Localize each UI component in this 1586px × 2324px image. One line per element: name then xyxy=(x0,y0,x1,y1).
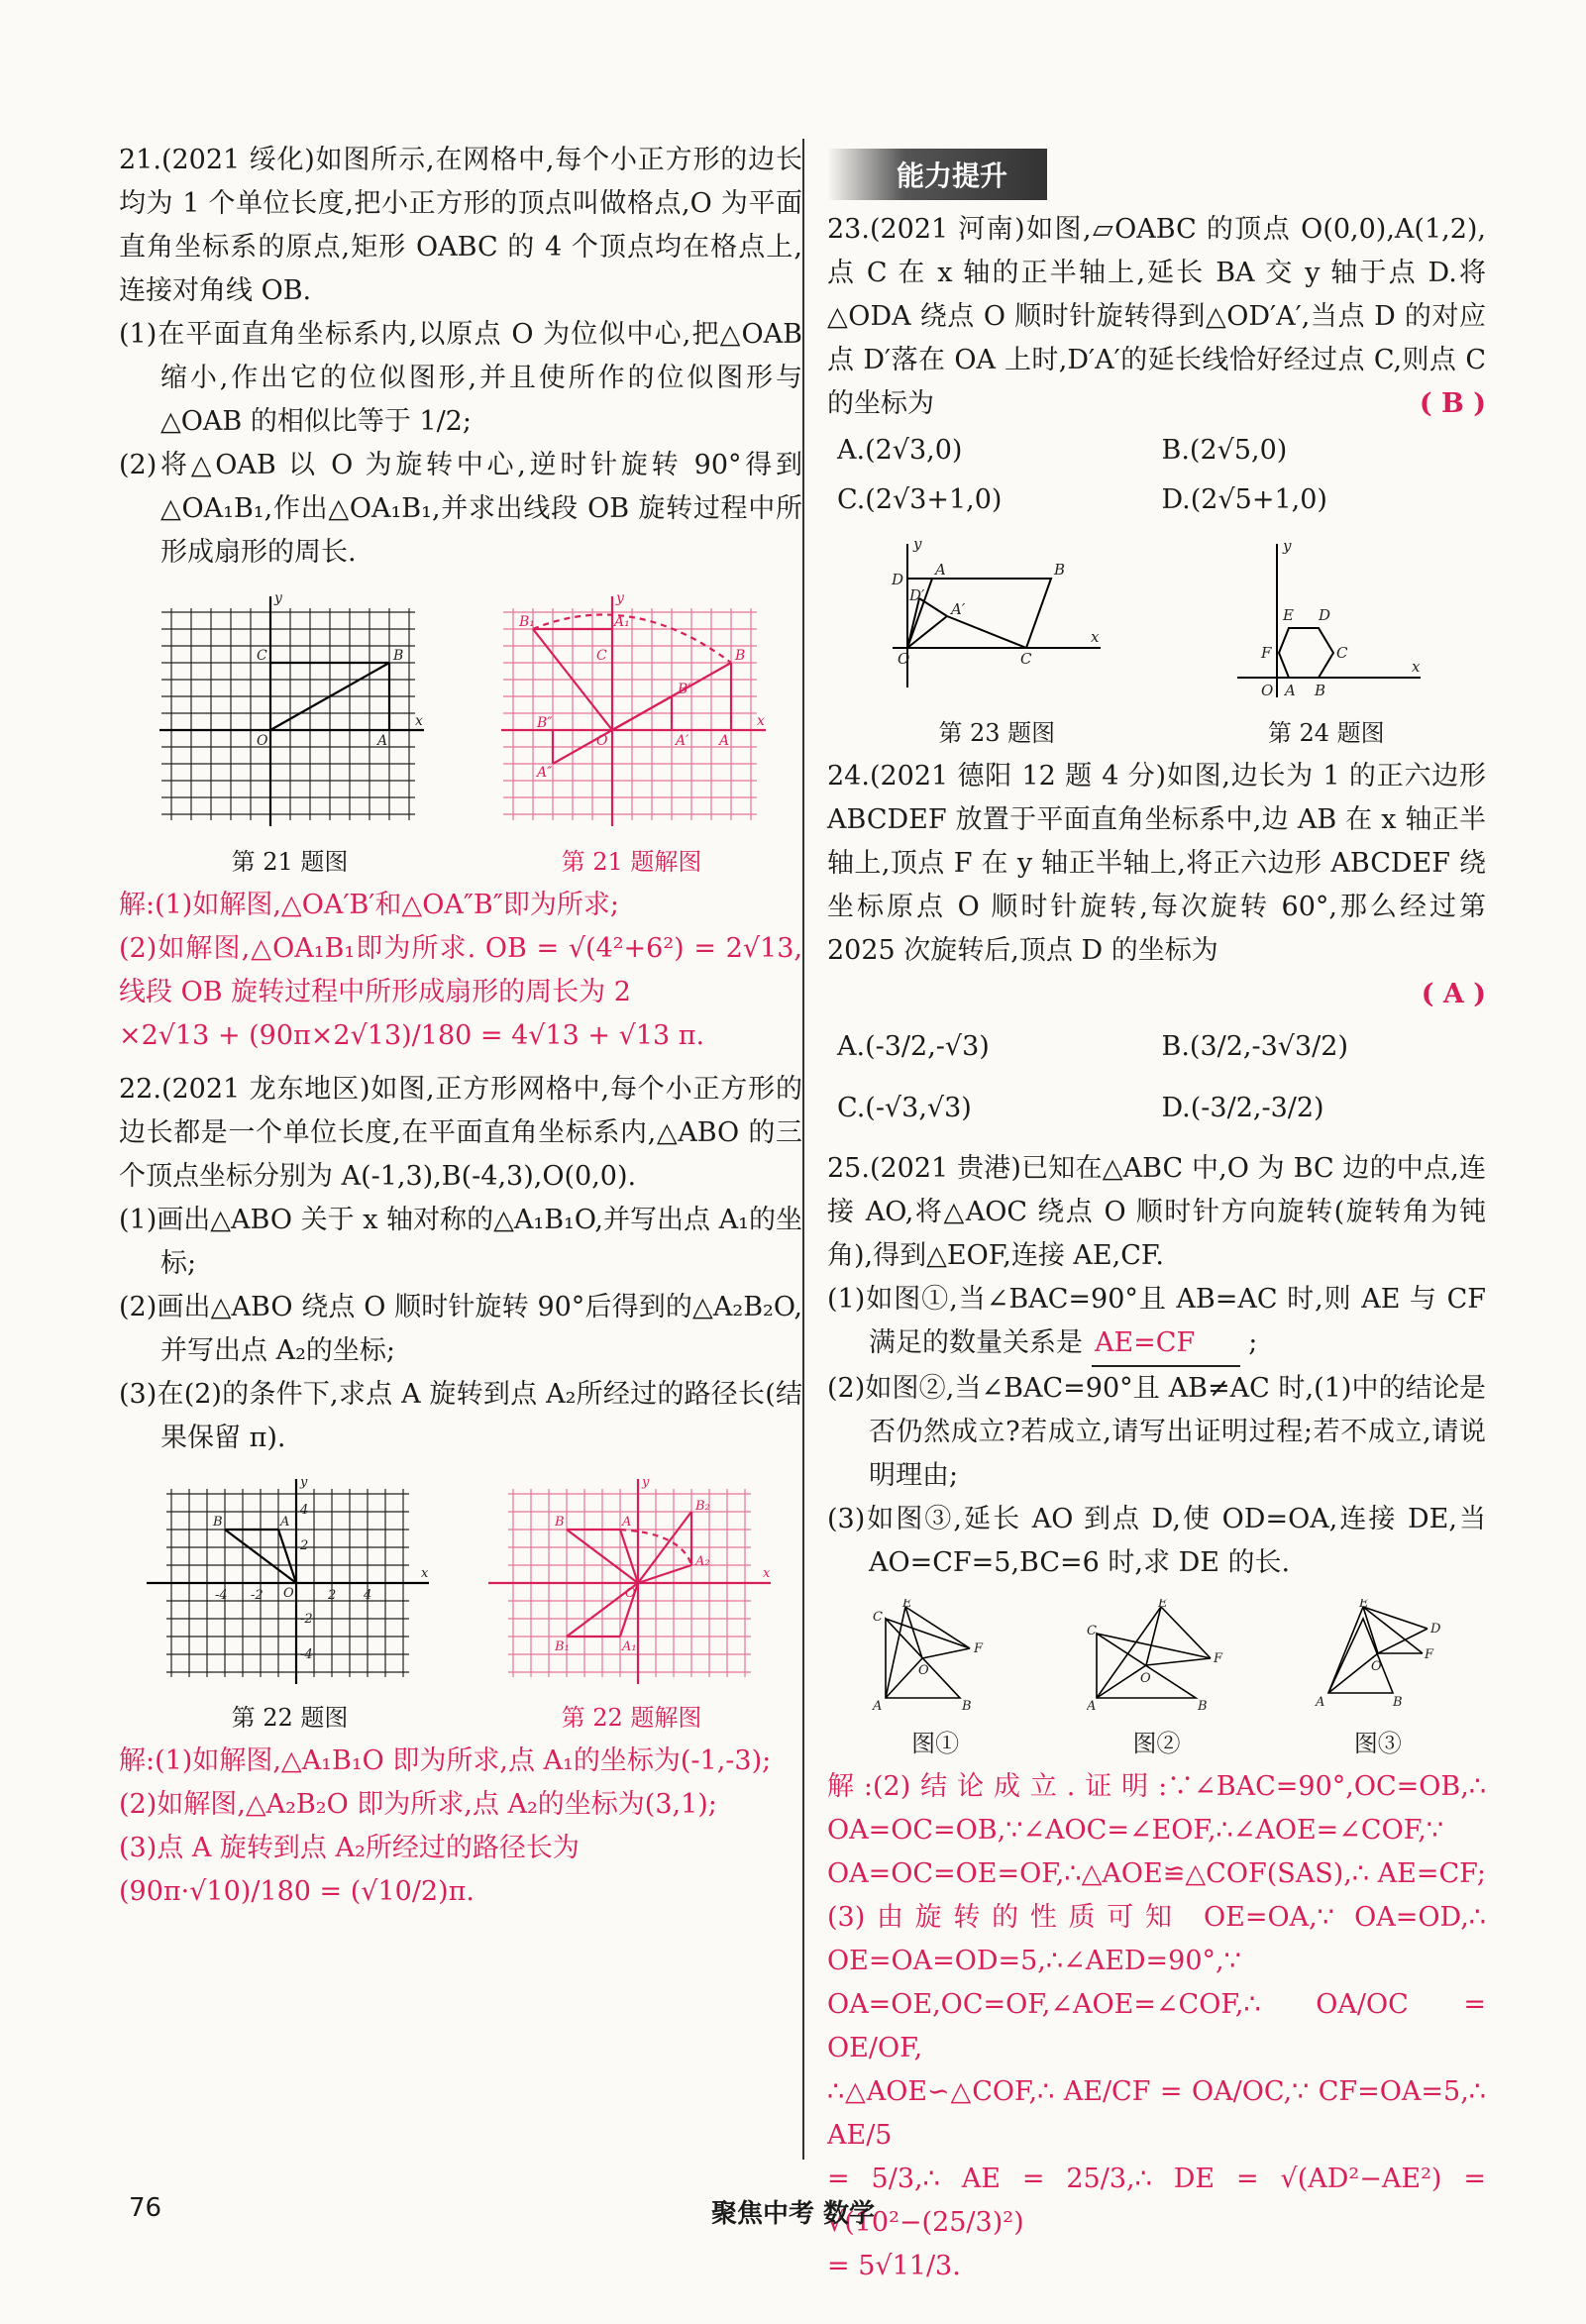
q22-solution-1: 解:(1)如解图,△A₁B₁O 即为所求,点 A₁的坐标为(-1,-3); xyxy=(119,1745,772,1776)
q23-stem-text: 23.(2021 河南)如图,▱OABC 的顶点 O(0,0),A(1,2),点 C 在 x 轴的正半轴上,延长 BA 交 y 轴于点 D.将△ODA 绕点 O 顺时针旋转得到△OD′A′,当点 D 的对应点 D′落在 OA 上时,D′A′的延长线恰好经过点 C,则点 C 的坐标为 xyxy=(827,214,1486,419)
svg-text:E: E xyxy=(1358,1599,1369,1611)
q21-solution-3: ×2√13 + (90π×2√13)/180 = 4√13 + √13 π. xyxy=(119,1020,705,1051)
q22-stem: 22.(2021 龙东地区)如图,正方形网格中,每个小正方形的边长都是一个单位长度,在平面直角坐标系内,△ABO 的三个顶点坐标分别为 A(-1,3),B(-4,3),O(0,0). xyxy=(119,1074,802,1192)
svg-text:-4: -4 xyxy=(214,1588,228,1603)
svg-text:A″: A″ xyxy=(536,765,552,781)
svg-text:B: B xyxy=(1198,1699,1209,1714)
svg-text:O: O xyxy=(918,1663,929,1678)
q24-options xyxy=(827,1016,1486,1139)
right-column xyxy=(827,149,1486,2288)
q24-figure xyxy=(1227,539,1426,749)
q24-hexagon-figure xyxy=(1227,539,1426,707)
svg-text:B″: B″ xyxy=(536,715,553,731)
q22-part3: (3)在(2)的条件下,求点 A 旋转到点 A₂所经过的路径长(结果保留 π). xyxy=(119,1379,802,1453)
q25-part1-text: (1)如图①,当∠BAC=90°且 AB=AC 时,则 AE 与 CF 满足的数量关系是 xyxy=(827,1284,1486,1358)
svg-text:B: B xyxy=(1054,561,1066,579)
q22-figure xyxy=(142,1474,439,1734)
svg-text:O: O xyxy=(595,733,607,749)
svg-text:A: A xyxy=(376,733,387,749)
svg-text:D: D xyxy=(892,571,904,588)
q22-figures xyxy=(119,1474,802,1734)
svg-text:O: O xyxy=(898,650,910,668)
svg-text:D: D xyxy=(1429,1622,1441,1637)
q22-grid-black xyxy=(142,1474,439,1692)
svg-text:y: y xyxy=(615,590,624,606)
svg-text:E: E xyxy=(1158,1599,1168,1611)
svg-text:B: B xyxy=(962,1699,972,1714)
svg-text:-2: -2 xyxy=(250,1588,264,1603)
svg-text:A: A xyxy=(873,1699,883,1714)
q25-solution-4: = 5√11/3. xyxy=(827,2251,961,2281)
q23-answer: ( B ) xyxy=(1419,388,1486,419)
svg-text:B: B xyxy=(1314,682,1325,699)
svg-text:O: O xyxy=(624,1586,636,1601)
q25-figure-2 xyxy=(1087,1599,1225,1759)
q21-solution-figure xyxy=(493,588,771,878)
q22-solution-caption: 第 22 题解图 xyxy=(561,1704,702,1732)
q25-figure-2-drawing xyxy=(1087,1599,1225,1718)
q22-solution-figure xyxy=(483,1474,781,1734)
svg-text:y: y xyxy=(1282,539,1292,555)
q24-option-a: A.(-3/2,-√3) xyxy=(837,1031,990,1062)
q21-solution-caption: 第 21 题解图 xyxy=(561,848,702,876)
svg-text:A: A xyxy=(1087,1699,1097,1714)
q25-solution-2: ∴△AOE∽△COF,∴ AE/CF = OA/OC,∵ CF=OA=5,∴ AE/5 xyxy=(827,2076,1486,2151)
svg-text:x: x xyxy=(420,1566,428,1581)
q24-option-d: D.(-3/2,-3/2) xyxy=(1161,1093,1324,1123)
q21-figures xyxy=(119,588,802,878)
svg-text:D: D xyxy=(1318,606,1330,624)
svg-text:B: B xyxy=(1392,1695,1403,1710)
svg-text:F: F xyxy=(1424,1647,1433,1662)
q21-figure xyxy=(152,588,429,878)
q25-figure-1 xyxy=(871,1599,1000,1759)
svg-text:F: F xyxy=(1260,644,1272,662)
q22-part2: (2)画出△ABO 绕点 O 顺时针旋转 90°后得到的△A₂B₂O,并写出点 A₂的坐标; xyxy=(119,1292,802,1366)
q22-grid-pink xyxy=(483,1474,781,1692)
svg-text:O: O xyxy=(256,733,267,749)
q25-figures xyxy=(827,1599,1486,1759)
svg-text:F: F xyxy=(974,1641,984,1656)
section-banner xyxy=(827,149,1047,200)
q23-q24-figures xyxy=(827,539,1486,749)
svg-text:4: 4 xyxy=(363,1588,371,1603)
svg-text:B: B xyxy=(734,648,745,664)
svg-text:-2: -2 xyxy=(299,1612,313,1627)
q23-option-a: A.(2√3,0) xyxy=(837,435,963,466)
svg-text:y: y xyxy=(299,1475,307,1490)
q23-option-b: B.(2√5,0) xyxy=(1161,435,1288,466)
svg-text:O: O xyxy=(1260,682,1274,699)
svg-text:B: B xyxy=(212,1515,223,1530)
q25-solution-1: 解:(2)结论成立.证明:∵∠BAC=90°,OC=OB,∴ OA=OC=OB,∵∠AOC=∠EOF,∴∠AOE=∠COF,∵ OA=OC=OE=OF,∴△AOE≌△COF(SAS),∴ AE=CF;(3)由旋转的性质可知 OE=OA,∵ OA=OD,∴ OE=OA=OD=5,∴∠AED=90°,∵ OA=OE,OC=OF,∠AOE=∠COF,∴ OA/OC = OE/OF, xyxy=(827,1771,1486,2063)
svg-text:C: C xyxy=(595,648,607,664)
q24-answer: ( A ) xyxy=(1421,979,1486,1009)
q22-part1: (1)画出△ABO 关于 x 轴对称的△A₁B₁O,并写出点 A₁的坐标; xyxy=(119,1205,802,1279)
q24-stem: 24.(2021 德阳 12 题 4 分)如图,边长为 1 的正六边形 ABCDEF 放置于平面直角坐标系中,边 AB 在 x 轴正半轴上,顶点 F 在 y 轴正半轴上,将正六边形 ABCDEF 绕坐标原点 O 顺时针旋转,每次旋转 60°,那么经过第 2025 次旋转后,顶点 D 的坐标为 xyxy=(827,761,1486,966)
svg-text:B₁: B₁ xyxy=(554,1639,570,1654)
q25-figure-3-drawing xyxy=(1314,1599,1442,1718)
q25-figure-3-caption: 图③ xyxy=(1353,1730,1402,1757)
q21-stem: 21.(2021 绥化)如图所示,在网格中,每个小正方形的边长均为 1 个单位长度,把小正方形的顶点叫做格点,O 为平面直角坐标系的原点,矩形 OABC 的 4 个顶点均在格点上,连接对角线 OB. xyxy=(119,145,802,306)
svg-text:2: 2 xyxy=(327,1588,336,1603)
q21-part2: (2)将△OAB 以 O 为旋转中心,逆时针旋转 90°得到△OA₁B₁,作出△OA₁B₁,并求出线段 OB 旋转过程中所形成扇形的周长. xyxy=(119,450,802,568)
svg-text:C: C xyxy=(1087,1624,1098,1638)
svg-text:B: B xyxy=(554,1515,565,1530)
q25-part3: (3)如图③,延长 AO 到点 D,使 OD=OA,连接 DE,当 AO=CF=5,BC=6 时,求 DE 的长. xyxy=(827,1504,1487,1578)
svg-text:-4: -4 xyxy=(299,1647,313,1662)
q23-figure-caption: 第 23 题图 xyxy=(938,719,1056,747)
svg-text:B₁: B₁ xyxy=(518,614,535,630)
q23-parallelogram-figure xyxy=(888,539,1106,707)
svg-text:E: E xyxy=(902,1599,912,1611)
svg-text:A′: A′ xyxy=(675,733,688,749)
q25-part1-end: ; xyxy=(1248,1327,1258,1358)
q22-figure-caption: 第 22 题图 xyxy=(231,1704,349,1732)
column-divider xyxy=(802,139,804,2160)
svg-text:D′: D′ xyxy=(909,586,925,604)
q24-option-c: C.(-√3,√3) xyxy=(837,1093,972,1123)
svg-text:A₁: A₁ xyxy=(621,1639,637,1654)
svg-text:A: A xyxy=(279,1515,289,1530)
q22-solution-2: (2)如解图,△A₂B₂O 即为所求,点 A₂的坐标为(3,1); xyxy=(119,1789,717,1820)
svg-text:C: C xyxy=(1020,650,1032,668)
q25-part1 xyxy=(827,1278,1486,1367)
q25-figure-3 xyxy=(1314,1599,1442,1759)
svg-text:A: A xyxy=(935,561,947,579)
q22-solution-3: (3)点 A 旋转到点 A₂所经过的路径长为 xyxy=(119,1833,580,1863)
svg-text:y: y xyxy=(641,1475,649,1490)
q23-option-c: C.(2√3+1,0) xyxy=(837,484,1003,515)
svg-text:A: A xyxy=(1315,1695,1325,1710)
svg-text:B₂: B₂ xyxy=(694,1499,710,1514)
q25-solution-3: = 5/3,∴ AE = 25/3,∴ DE = √(AD²−AE²) = √(10²−(25/3)²) xyxy=(827,2164,1486,2238)
left-column xyxy=(119,139,802,1914)
q24-option-b: B.(3/2,-3√3/2) xyxy=(1161,1031,1348,1062)
q21-part1: (1)在平面直角坐标系内,以原点 O 为位似中心,把△OAB 缩小,作出它的位似图形,并且使所作的位似图形与△OAB 的相似比等于 1/2; xyxy=(119,319,802,437)
svg-text:C: C xyxy=(873,1610,884,1625)
svg-text:A: A xyxy=(718,733,729,749)
svg-text:A₁: A₁ xyxy=(613,614,630,630)
book-title: 聚焦中考 数学 xyxy=(710,2199,876,2229)
svg-text:C: C xyxy=(256,648,267,664)
section-banner-label: 能力提升 xyxy=(897,159,1008,192)
q21-grid-pink xyxy=(493,588,771,836)
q24-figure-caption: 第 24 题图 xyxy=(1267,719,1385,747)
svg-text:y: y xyxy=(913,539,922,553)
svg-text:A₂: A₂ xyxy=(694,1554,710,1569)
svg-text:y: y xyxy=(273,590,282,606)
svg-text:B: B xyxy=(392,648,403,664)
svg-text:O: O xyxy=(1370,1659,1382,1674)
q25-figure-2-caption: 图② xyxy=(1132,1730,1181,1757)
svg-text:4: 4 xyxy=(299,1503,308,1518)
svg-text:E: E xyxy=(1282,606,1294,624)
svg-text:x: x xyxy=(1091,628,1100,646)
q21-figure-caption: 第 21 题图 xyxy=(231,848,349,876)
q25-figure-1-caption: 图① xyxy=(911,1730,960,1757)
q24-answer-line xyxy=(827,973,1486,1016)
q23-figure xyxy=(888,539,1106,749)
svg-text:F: F xyxy=(1214,1651,1223,1666)
svg-text:A: A xyxy=(621,1515,631,1530)
svg-text:O: O xyxy=(1140,1671,1152,1686)
page-number: 76 xyxy=(129,2193,162,2223)
q21-solution-1: 解:(1)如解图,△OA′B′和△OA″B″即为所求; xyxy=(119,890,619,920)
svg-text:A: A xyxy=(1284,682,1296,699)
q23-option-d: D.(2√5+1,0) xyxy=(1161,484,1327,515)
svg-text:x: x xyxy=(1411,658,1421,676)
q25-part1-answer: AE=CF xyxy=(1092,1321,1240,1367)
q22-solution-4: (90π·√10)/180 = (√10/2)π. xyxy=(119,1876,475,1907)
svg-text:x: x xyxy=(414,713,423,729)
q25-part2: (2)如图②,当∠BAC=90°且 AB≠AC 时,(1)中的结论是否仍然成立?若成立,请写出证明过程;若不成立,请说明理由; xyxy=(827,1373,1486,1491)
q23-options xyxy=(827,426,1486,525)
svg-text:x: x xyxy=(756,713,765,729)
q21-grid-black xyxy=(152,588,429,836)
svg-text:C: C xyxy=(1335,644,1348,662)
q25-stem: 25.(2021 贵港)已知在△ABC 中,O 为 BC 边的中点,连接 AO,将△AOC 绕点 O 顺时针方向旋转(旋转角为钝角),得到△EOF,连接 AE,CF. xyxy=(827,1153,1486,1271)
svg-text:2: 2 xyxy=(299,1538,308,1553)
q25-figure-1-drawing xyxy=(871,1599,1000,1718)
svg-text:x: x xyxy=(762,1566,770,1581)
q21-solution-2: (2)如解图,△OA₁B₁即为所求. OB = √(4²+6²) = 2√13,线段 OB 旋转过程中所形成扇形的周长为 2 xyxy=(119,933,802,1007)
svg-text:B′: B′ xyxy=(677,682,690,697)
q23-stem xyxy=(827,208,1486,426)
svg-text:O: O xyxy=(282,1586,294,1601)
svg-text:A′: A′ xyxy=(951,600,966,618)
